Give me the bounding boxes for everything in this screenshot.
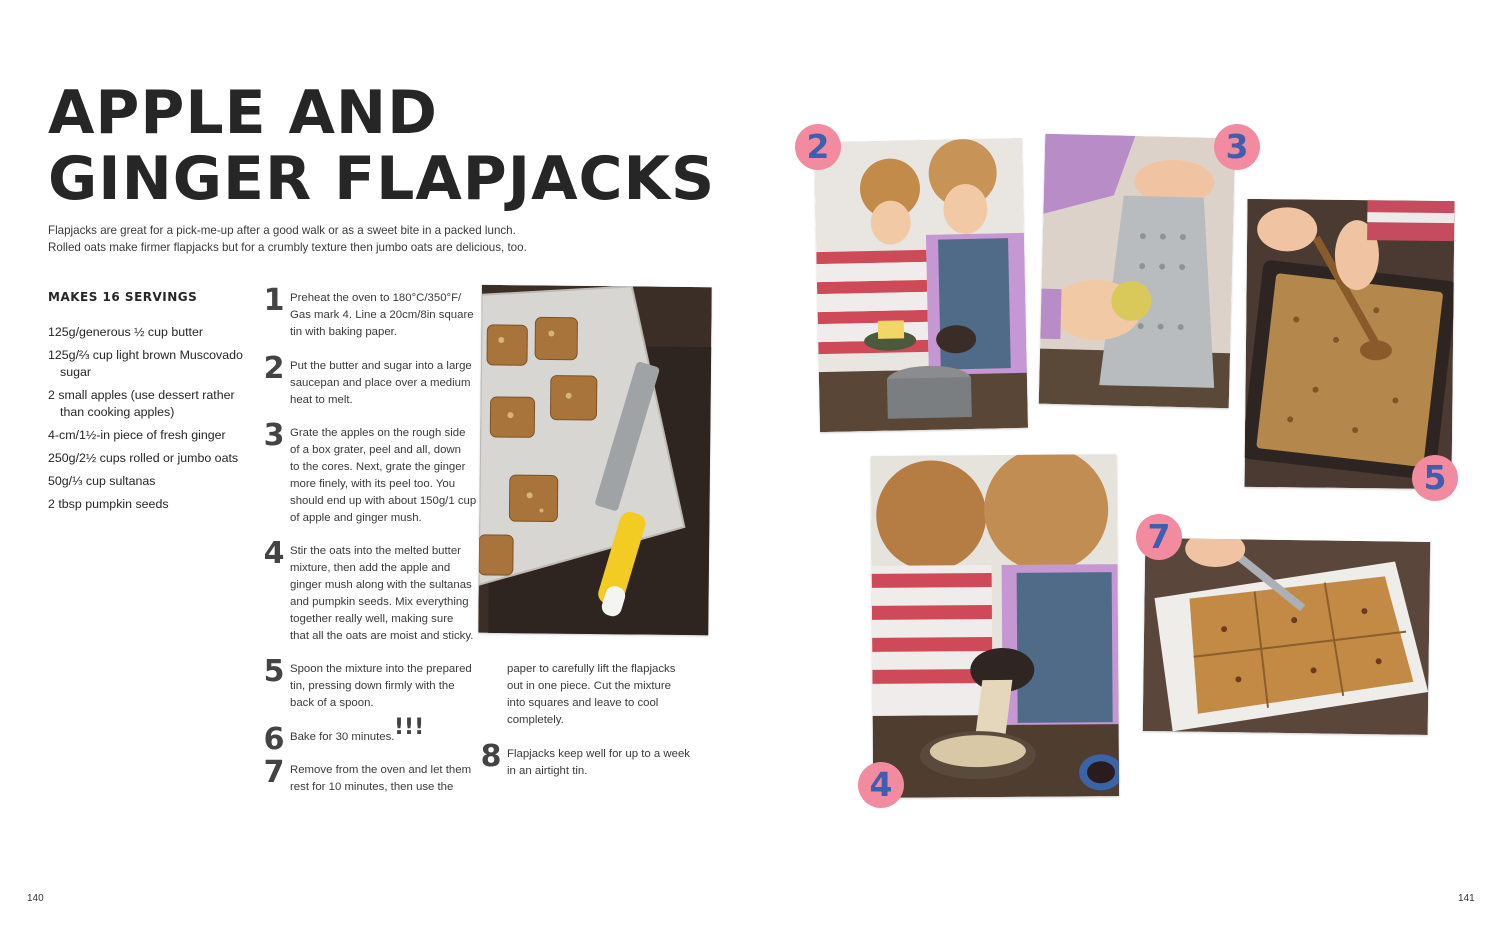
ingredient-item: 4-cm/1½-in piece of fresh ginger — [48, 428, 226, 442]
step-6 — [263, 722, 490, 757]
step-1 — [263, 283, 490, 341]
step-5-photo — [1244, 199, 1454, 489]
step-3-photo — [1039, 134, 1236, 409]
page-number-right: 141 — [1458, 893, 1475, 904]
step-line: more finely, with its peel too. You — [290, 478, 456, 490]
step-number: 1 — [263, 283, 285, 318]
intro-line-1: Flapjacks are great for a pick-me-up after a good walk or as a sweet bite in a packed lunch. — [48, 224, 516, 237]
step-7 — [263, 755, 490, 796]
cutting-flapjacks-illustration — [1143, 538, 1431, 735]
ingredient-item: 125g/generous ½ cup butter — [48, 325, 203, 339]
step-badge-4: 4 — [858, 762, 904, 808]
step-line: and pumpkin seeds. Mix everything — [290, 596, 469, 608]
ingredient-item: 250g/2½ cups rolled or jumbo oats — [48, 451, 239, 465]
step-line: paper to carefully lift the flapjacks — [507, 663, 676, 675]
step-line: saucepan and place over a medium — [290, 377, 471, 389]
step-line: Remove from the oven and let them — [290, 764, 472, 776]
page-number-left: 140 — [27, 893, 44, 904]
step-3 — [263, 418, 490, 527]
step-text — [507, 661, 707, 729]
step-text — [290, 661, 490, 712]
step-number: 8 — [480, 739, 502, 774]
intro-line-2: Rolled oats make firmer flapjacks but for a crumbly texture then jumbo oats are delicious, too. — [48, 241, 527, 254]
step-number: 7 — [263, 755, 285, 790]
step-line: rest for 10 minutes, then use the — [290, 781, 454, 793]
step-badge-2: 2 — [795, 124, 841, 170]
step-line: in an airtight tin. — [507, 765, 588, 777]
step-badge-5: 5 — [1412, 455, 1458, 501]
step-text — [290, 543, 490, 645]
step-line: that all the oats are moist and sticky. — [290, 630, 474, 642]
recipe-title — [48, 80, 715, 212]
step-number: 3 — [263, 418, 285, 453]
servings-heading: MAKES 16 SERVINGS — [48, 290, 198, 304]
step-text — [290, 425, 490, 527]
flapjacks-tray-photo — [478, 285, 712, 635]
step-badge-7: 7 — [1136, 514, 1182, 560]
children-melting-butter-illustration — [814, 138, 1028, 432]
step-number: 2 — [263, 351, 285, 386]
step-line: Put the butter and sugar into a large — [290, 360, 472, 372]
step-4-photo — [871, 454, 1119, 798]
step-number: 6 — [263, 722, 285, 757]
step-line: Grate the apples on the rough side — [290, 427, 466, 439]
step-line: of apple and ginger mush. — [290, 512, 422, 524]
exclamation-doodle: !!! — [394, 715, 425, 740]
step-line: Spoon the mixture into the prepared — [290, 663, 472, 675]
step-line: Preheat the oven to 180°C/350°F/ — [290, 292, 462, 304]
step-line: of a box grater, peel and all, down — [290, 444, 461, 456]
ingredient-item: 125g/⅔ cup light brown Muscovado sugar — [48, 348, 243, 379]
step-2 — [263, 351, 490, 409]
step-line: ginger mush along with the sultanas — [290, 579, 472, 591]
step-line: should end up with about 150g/1 cup — [290, 495, 477, 507]
step-5 — [263, 654, 490, 712]
flapjacks-tray-illustration — [478, 285, 712, 635]
step-7-photo — [1143, 538, 1431, 735]
ingredient-item: 2 tbsp pumpkin seeds — [48, 497, 169, 511]
step-line: completely. — [507, 714, 564, 726]
step-line: tin, pressing down firmly with the — [290, 680, 455, 692]
step-line: to the cores. Next, grate the ginger — [290, 461, 466, 473]
step-line: Bake for 30 minutes. — [290, 731, 395, 743]
recipe-intro — [48, 222, 527, 256]
step-text — [290, 762, 490, 796]
step-7-continued — [507, 661, 707, 729]
step-line: into squares and leave to cool — [507, 697, 659, 709]
step-line: tin with baking paper. — [290, 326, 398, 338]
ingredient-item: 2 small apples (use dessert rather than cooking apples) — [48, 388, 235, 419]
step-text — [507, 746, 707, 780]
step-line: out in one piece. Cut the mixture — [507, 680, 671, 692]
title-line-2: GINGER FLAPJACKS — [48, 144, 716, 214]
step-line: together really well, making sure — [290, 613, 454, 625]
step-4 — [263, 536, 490, 645]
ingredient-item: 50g/⅓ cup sultanas — [48, 474, 156, 488]
right-page — [750, 0, 1500, 933]
step-line: Stir the oats into the melted butter — [290, 545, 461, 557]
step-badge-3: 3 — [1214, 124, 1260, 170]
step-text — [290, 729, 490, 746]
step-line: back of a spoon. — [290, 697, 374, 709]
step-number: 4 — [263, 536, 285, 571]
step-line: mixture, then add the apple and — [290, 562, 451, 574]
title-line-1: APPLE AND — [48, 78, 438, 148]
pressing-mixture-illustration — [1244, 199, 1454, 489]
step-2-photo — [814, 138, 1028, 432]
step-number: 5 — [263, 654, 285, 689]
pouring-oats-illustration — [871, 454, 1119, 798]
step-text — [290, 358, 490, 409]
step-line: heat to melt. — [290, 394, 353, 406]
step-line: Gas mark 4. Line a 20cm/8in square — [290, 309, 474, 321]
ingredient-list — [48, 324, 253, 519]
step-8 — [480, 739, 707, 780]
grating-apple-illustration — [1039, 134, 1236, 409]
step-line: Flapjacks keep well for up to a week — [507, 748, 690, 760]
step-text — [290, 290, 490, 341]
